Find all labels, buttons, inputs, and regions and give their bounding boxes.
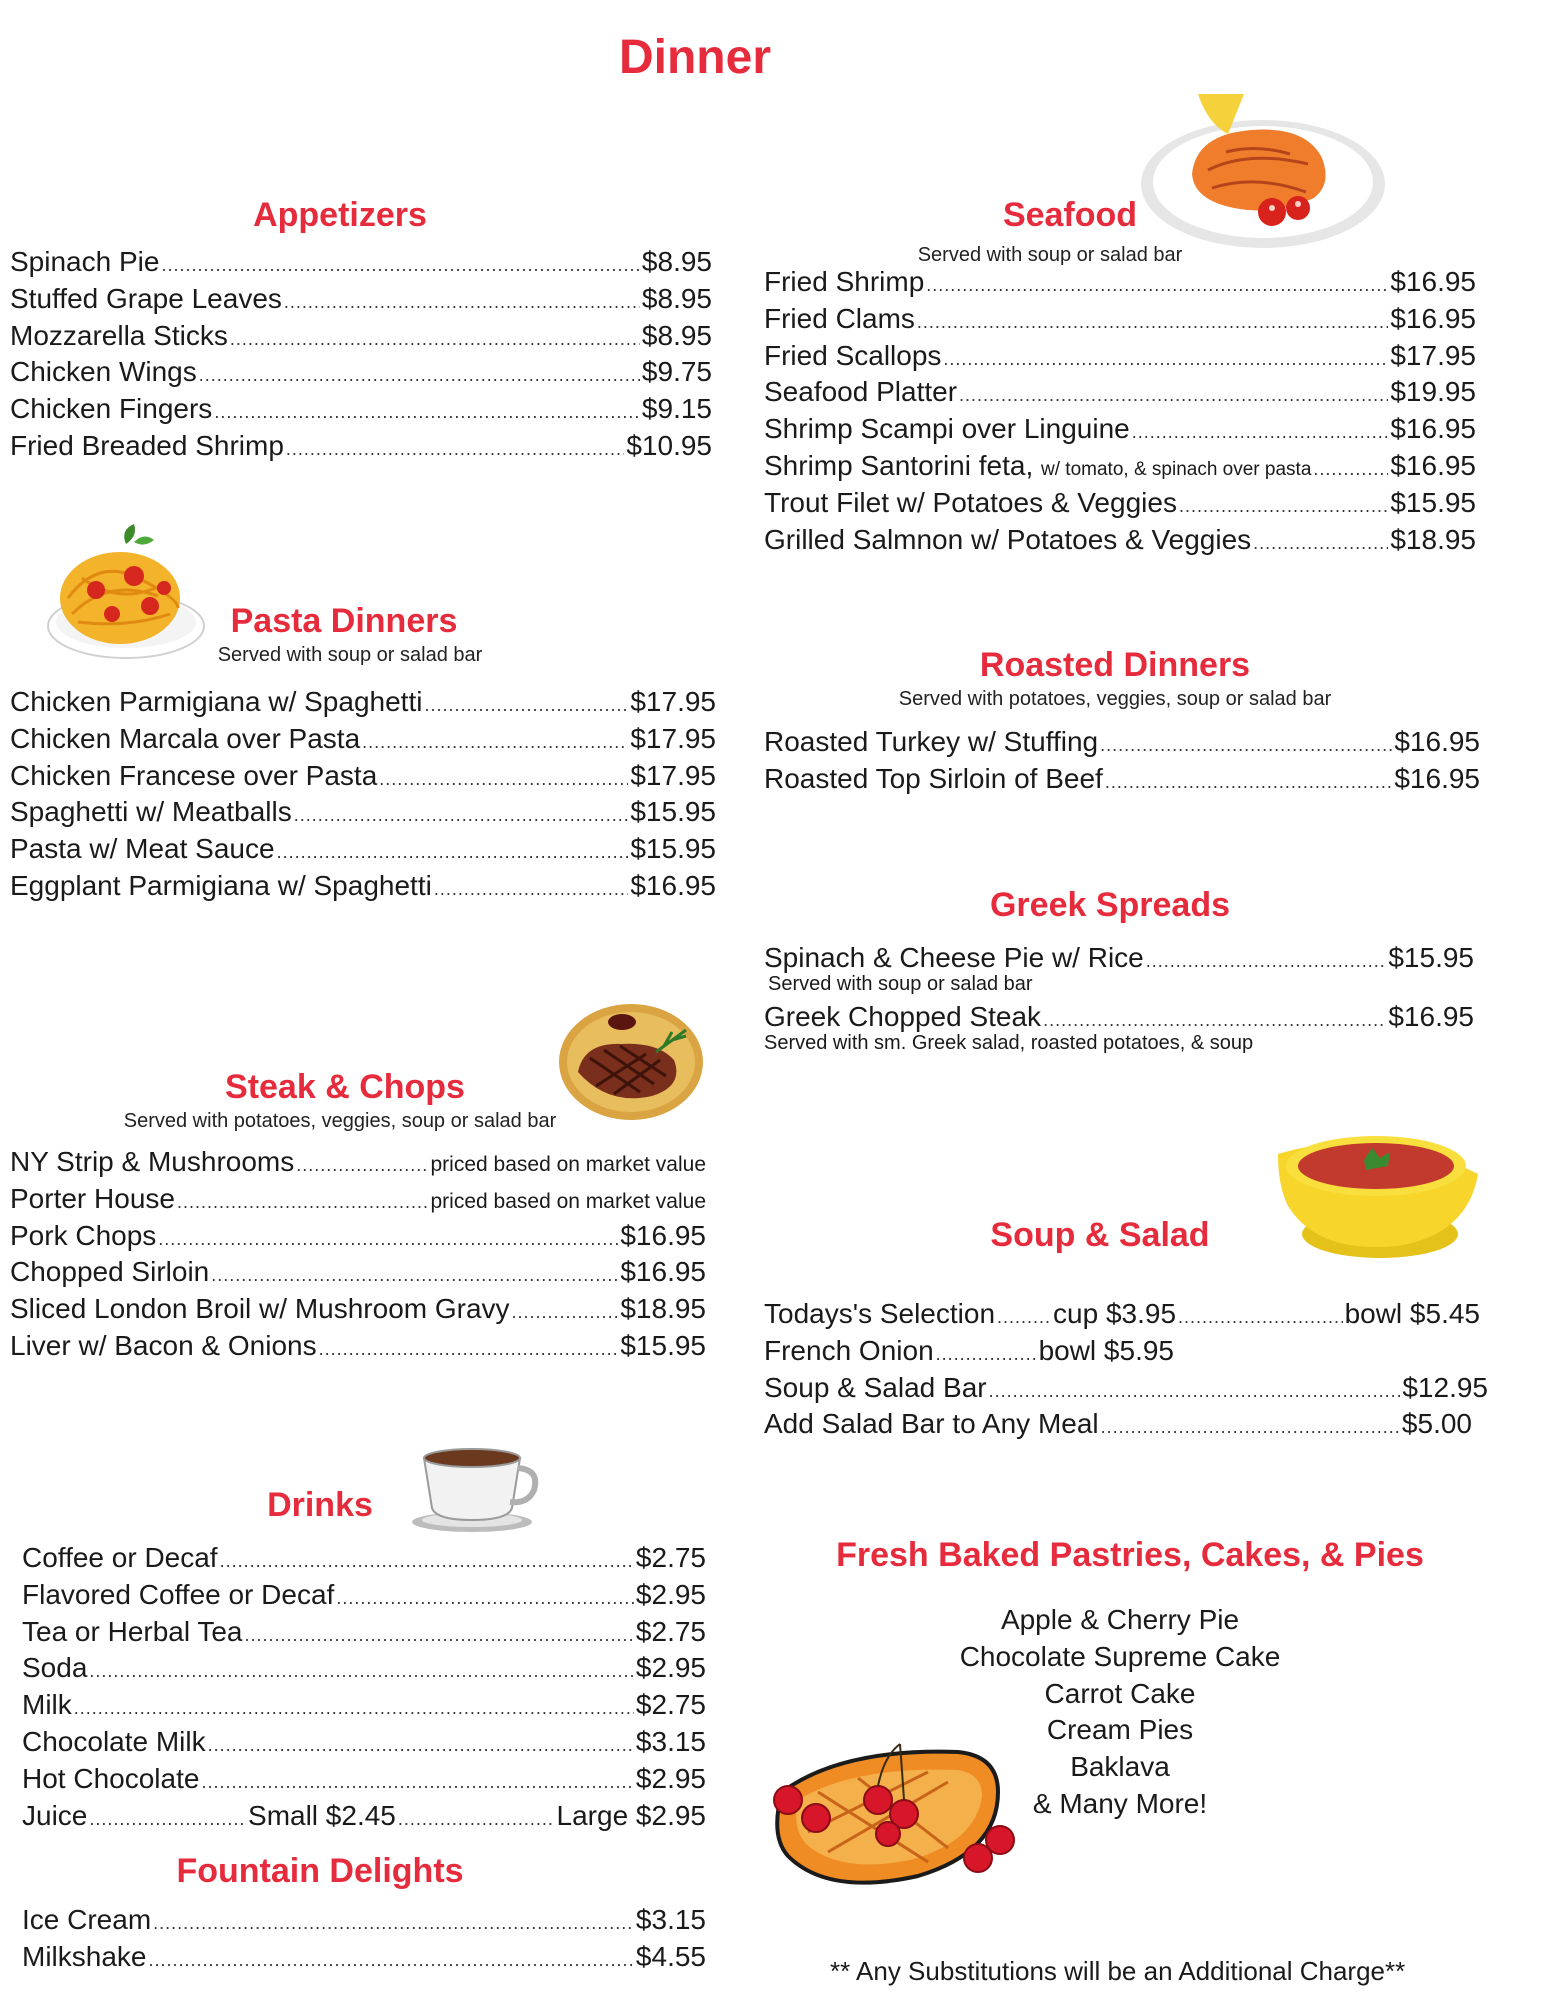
item-price: $15.95 <box>630 796 716 828</box>
item-name: Chicken Francese over Pasta <box>10 759 378 791</box>
appetizers-list <box>10 244 712 465</box>
steak-plate-icon <box>556 996 706 1126</box>
substitution-note: ** Any Substitutions will be an Additional Charge** <box>830 1956 1406 1986</box>
item-name: Milk <box>22 1689 72 1721</box>
list-item <box>22 1798 706 1835</box>
item-price: $8.95 <box>641 319 712 351</box>
list-item <box>22 1687 706 1724</box>
item-name: Fried Scallops <box>764 339 942 371</box>
item-note: Served with soup or salad bar <box>768 972 1033 995</box>
item-price: $4.55 <box>635 1940 706 1972</box>
list-item: Apple & Cherry Pie <box>1000 1604 1240 1635</box>
item-price: $3.15 <box>635 1725 706 1757</box>
item-name: Chicken Wings <box>10 356 197 388</box>
list-item <box>22 1540 706 1577</box>
item-price: bowl $5.95 <box>1038 1334 1174 1366</box>
seafood-title: Seafood <box>1002 196 1138 234</box>
item-price: $16.95 <box>1394 762 1480 794</box>
item-name: Hot Chocolate <box>22 1762 200 1794</box>
list-item <box>764 761 1480 798</box>
item-name: Ice Cream <box>22 1904 152 1935</box>
item-name: Mozzarella Sticks <box>10 319 228 351</box>
item-price: $2.95 <box>635 1652 706 1684</box>
list-item <box>764 448 1476 485</box>
item-name: Roasted Turkey w/ Stuffing <box>764 726 1099 757</box>
list-item <box>764 724 1480 761</box>
item-name: Chicken Parmigiana w/ Spaghetti <box>10 686 423 717</box>
item-name: Todays's Selection <box>764 1298 996 1329</box>
list-item <box>10 1181 706 1218</box>
list-item <box>764 1370 1488 1407</box>
item-name: Grilled Salmnon w/ Potatoes & Veggies <box>764 523 1252 555</box>
item-price: $9.75 <box>641 356 712 388</box>
item-name: Chicken Fingers <box>10 393 213 425</box>
list-item <box>10 831 716 868</box>
list-item <box>22 1614 706 1651</box>
pasta-subtitle: Served with soup or salad bar <box>217 644 483 666</box>
item-name: Milkshake <box>22 1940 147 1972</box>
item-name: Liver w/ Bacon & Onions <box>10 1329 317 1361</box>
list-item <box>10 721 716 758</box>
item-price: $2.95 <box>635 1578 706 1610</box>
list-item <box>10 1291 706 1328</box>
item-price: $16.95 <box>1390 449 1476 481</box>
list-item: Baklava <box>1070 1751 1170 1783</box>
item-price: $16.95 <box>630 869 716 901</box>
item-price: bowl $5.45 <box>1344 1298 1480 1329</box>
item-price: $2.75 <box>635 1542 706 1573</box>
item-name: Trout Filet w/ Potatoes & Veggies <box>764 486 1177 518</box>
item-price: $15.95 <box>1388 942 1474 973</box>
pasta-title: Pasta Dinners <box>230 602 458 640</box>
list-item <box>764 338 1476 375</box>
list-item <box>10 281 712 318</box>
item-price: $18.95 <box>1390 523 1476 555</box>
seafood-list <box>764 264 1476 558</box>
item-name: Chicken Marcala over Pasta <box>10 722 361 754</box>
item-name: Spaghetti w/ Meatballs <box>10 796 292 828</box>
item-price: $9.15 <box>641 393 712 425</box>
list-item <box>764 999 1474 1036</box>
item-detail: w/ tomato, & spinach over pasta <box>1041 458 1312 480</box>
list-item <box>10 318 712 355</box>
list-item <box>10 868 716 905</box>
list-item <box>22 1650 706 1687</box>
list-item <box>10 354 712 391</box>
fountain-title: Fountain Delights <box>176 1852 464 1890</box>
soup-bowl-icon <box>1268 1104 1486 1274</box>
item-name: Chocolate Milk <box>22 1725 206 1757</box>
item-price: $10.95 <box>626 429 712 461</box>
item-name: Soda <box>22 1652 88 1684</box>
item-price: $2.75 <box>635 1689 706 1721</box>
list-item <box>764 1296 1480 1333</box>
item-price: $16.95 <box>1394 726 1480 757</box>
spaghetti-plate-icon <box>38 518 208 668</box>
item-mid-price: cup $3.95 <box>1053 1298 1177 1329</box>
item-name: Chopped Sirloin <box>10 1256 210 1288</box>
appetizers-title: Appetizers <box>253 196 427 234</box>
steak-subtitle: Served with potatoes, veggies, soup or salad bar <box>123 1110 557 1132</box>
item-price: $15.95 <box>630 833 716 865</box>
item-name: Fried Breaded Shrimp <box>10 429 284 461</box>
item-name: Coffee or Decaf <box>22 1542 218 1573</box>
list-item <box>764 301 1476 338</box>
seafood-subtitle: Served with soup or salad bar <box>917 244 1183 266</box>
steak-list <box>10 1144 706 1365</box>
item-mid-price: Small $2.45 <box>248 1799 396 1831</box>
list-item <box>10 1144 706 1181</box>
item-price: $17.95 <box>630 686 716 717</box>
roasted-title: Roasted Dinners <box>979 646 1251 684</box>
item-name: Shrimp Scampi over Linguine <box>764 413 1130 445</box>
greek-list <box>764 940 1474 1058</box>
list-item <box>22 1577 706 1614</box>
list-item: & Many More! <box>1032 1787 1208 1819</box>
list-item <box>10 391 712 428</box>
list-item <box>764 485 1476 522</box>
list-item <box>22 1761 706 1798</box>
list-item: Chocolate Supreme Cake <box>959 1640 1281 1672</box>
list-item <box>22 1902 706 1939</box>
item-price: $2.95 <box>635 1762 706 1794</box>
item-note: Served with sm. Greek salad, roasted potatoes, & soup <box>764 1031 1254 1054</box>
list-item <box>10 428 712 465</box>
item-price: $12.95 <box>1402 1371 1488 1403</box>
item-name: Tea or Herbal Tea <box>22 1615 243 1647</box>
list-item <box>764 1406 1472 1443</box>
list-item <box>764 264 1476 301</box>
item-price: $2.75 <box>635 1615 706 1647</box>
soup-title: Soup & Salad <box>990 1216 1210 1254</box>
fountain-list <box>22 1902 706 1976</box>
list-item <box>764 940 1474 977</box>
item-name: Flavored Coffee or Decaf <box>22 1578 335 1610</box>
pastries-title: Fresh Baked Pastries, Cakes, & Pies <box>836 1536 1424 1574</box>
item-price: $8.95 <box>641 282 712 314</box>
roasted-subtitle: Served with potatoes, veggies, soup or salad bar <box>898 688 1332 710</box>
item-name <box>764 448 1311 489</box>
page-title: Dinner <box>618 31 771 84</box>
item-price: priced based on market value <box>430 1153 706 1176</box>
item-name: Soup & Salad Bar <box>764 1371 987 1403</box>
item-name: Eggplant Parmigiana w/ Spaghetti <box>10 869 432 901</box>
item-name: Spinach Pie <box>10 246 160 277</box>
list-item <box>10 244 712 281</box>
item-price: $18.95 <box>620 1293 706 1325</box>
item-price: $15.95 <box>620 1329 706 1361</box>
item-name: Pork Chops <box>10 1219 157 1251</box>
item-name: Porter House <box>10 1182 175 1214</box>
soup-list <box>764 1296 1488 1443</box>
item-name: Add Salad Bar to Any Meal <box>764 1408 1099 1440</box>
roasted-list <box>764 724 1480 798</box>
item-price: $17.95 <box>1390 339 1476 371</box>
item-price: $15.95 <box>1390 486 1476 518</box>
item-name: Pasta w/ Meat Sauce <box>10 833 275 865</box>
item-name: Roasted Top Sirloin of Beef <box>764 762 1103 794</box>
list-item <box>10 1218 706 1255</box>
list-item: Cream Pies <box>1046 1714 1194 1746</box>
list-item <box>10 758 716 795</box>
item-price: $16.95 <box>1390 302 1476 334</box>
list-item: Carrot Cake <box>1044 1677 1196 1709</box>
item-price: $16.95 <box>620 1219 706 1251</box>
list-item <box>22 1724 706 1761</box>
list-item <box>10 684 716 721</box>
steak-title: Steak & Chops <box>225 1068 465 1106</box>
item-name: French Onion <box>764 1334 934 1366</box>
item-name: NY Strip & Mushrooms <box>10 1146 295 1177</box>
item-name-text: Shrimp Santorini feta, <box>764 449 1034 481</box>
item-price: $16.95 <box>1390 266 1476 297</box>
item-price: $17.95 <box>630 759 716 791</box>
list-item <box>764 522 1476 559</box>
greek-title: Greek Spreads <box>989 886 1231 924</box>
list-item <box>764 374 1476 411</box>
item-price: $16.95 <box>620 1256 706 1288</box>
item-price: $17.95 <box>630 722 716 754</box>
drinks-list <box>22 1540 706 1834</box>
drinks-title: Drinks <box>267 1486 373 1524</box>
item-name: Juice <box>22 1799 88 1831</box>
item-name: Greek Chopped Steak <box>764 1000 1042 1032</box>
item-name: Stuffed Grape Leaves <box>10 282 282 314</box>
item-name: Seafood Platter <box>764 376 958 408</box>
list-item <box>10 1254 706 1291</box>
item-price: priced based on market value <box>430 1189 706 1213</box>
item-name: Fried Clams <box>764 302 915 334</box>
item-name: Sliced London Broil w/ Mushroom Gravy <box>10 1293 510 1325</box>
item-price: $19.95 <box>1390 376 1476 408</box>
item-price: Large $2.95 <box>556 1799 706 1831</box>
item-price: $8.95 <box>641 246 712 277</box>
item-price: $16.95 <box>1390 413 1476 445</box>
list-item <box>22 1939 706 1976</box>
list-item <box>10 794 716 831</box>
item-price: $5.00 <box>1401 1408 1472 1440</box>
item-name: Fried Shrimp <box>764 266 925 297</box>
cherry-pie-icon <box>768 1722 1038 1898</box>
list-item <box>10 1328 706 1365</box>
pasta-list <box>10 684 716 905</box>
item-price: $16.95 <box>1388 1000 1474 1032</box>
list-item <box>764 1333 1174 1370</box>
item-price: $3.15 <box>635 1904 706 1935</box>
item-name: Spinach & Cheese Pie w/ Rice <box>764 942 1144 973</box>
list-item <box>764 411 1476 448</box>
